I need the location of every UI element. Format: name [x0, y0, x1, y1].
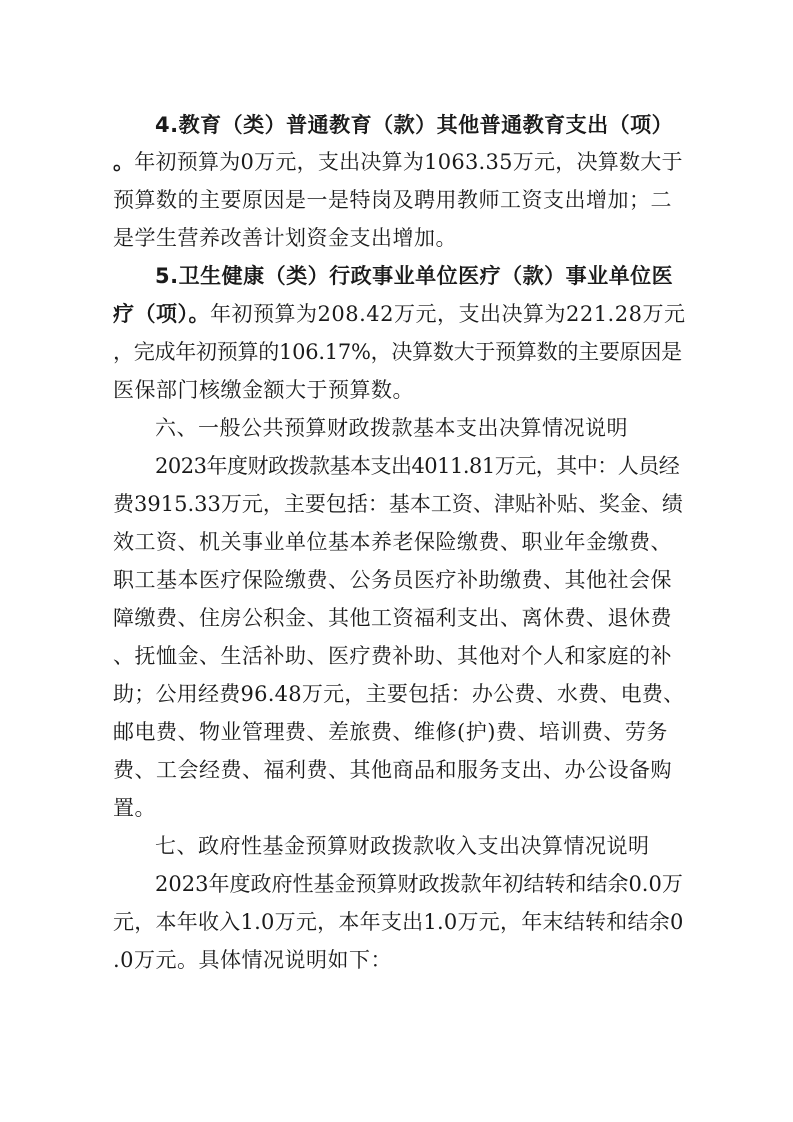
item4-line3: 是学生营养改善计划资金支出增加。 — [113, 226, 457, 250]
section6-line: 2023年度财政拨款基本支出4011.81万元，其中：人员经 — [155, 454, 680, 478]
item5-line4: 医保部门核缴金额大于预算数。 — [113, 378, 414, 402]
item4-line1: 。年初预算为0万元，支出决算为1063.35万元，决算数大于 — [113, 150, 683, 174]
section6-line: 效工资、机关事业单位基本养老保险缴费、职业年金缴费、 — [113, 530, 672, 554]
section6-line: 职工基本医疗保险缴费、公务员医疗补助缴费、其他社会保 — [113, 568, 672, 592]
section6-heading: 六、一般公共预算财政拨款基本支出决算情况说明 — [155, 416, 628, 440]
item4-line2: 预算数的主要原因是一是特岗及聘用教师工资支出增加；二 — [113, 188, 672, 212]
section6-line: 费、工会经费、福利费、其他商品和服务支出、办公设备购 — [113, 758, 672, 782]
section6-line: 助；公用经费96.48万元，主要包括：办公费、水费、电费、 — [113, 682, 685, 706]
item4-heading: 4.教育（类）普通教育（款）其他普通教育支出（项） — [155, 113, 674, 137]
section6-line: 费3915.33万元，主要包括：基本工资、津贴补贴、奖金、绩 — [113, 492, 683, 516]
section7-line: .0万元。具体情况说明如下： — [113, 948, 393, 972]
item5-line3: ，完成年初预算的106.17%，决算数大于预算数的主要原因是 — [113, 340, 682, 364]
item5-line2: 疗（项）。年初预算为208.42万元，支出决算为221.28万元 — [113, 302, 686, 326]
section6-line: 邮电费、物业管理费、差旅费、维修(护)费、培训费、劳务 — [113, 720, 668, 744]
section6-line: 、抚恤金、生活补助、医疗费补助、其他对个人和家庭的补 — [113, 644, 672, 668]
item5-heading: 5.卫生健康（类）行政事业单位医疗（款）事业单位医 — [155, 264, 674, 288]
section6-line: 障缴费、住房公积金、其他工资福利支出、离休费、退休费 — [113, 606, 672, 630]
section7-heading: 七、政府性基金预算财政拨款收入支出决算情况说明 — [155, 834, 650, 858]
section7-line: 2023年度政府性基金预算财政拨款年初结转和结余0.0万 — [155, 872, 683, 896]
section7-line: 元，本年收入1.0万元，本年支出1.0万元，年末结转和结余0 — [113, 910, 684, 934]
section6-line: 置。 — [113, 796, 156, 820]
